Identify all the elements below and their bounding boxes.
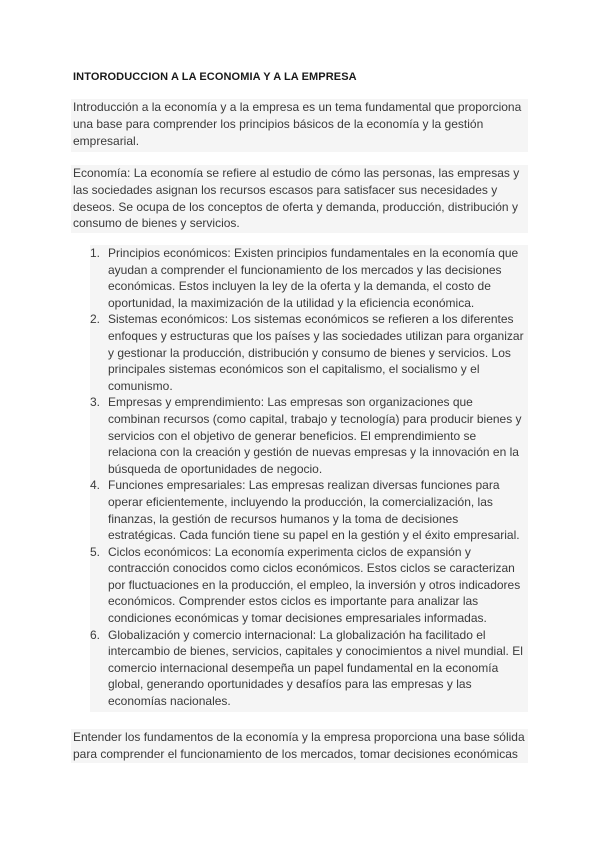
- list-item-text: Globalización y comercio internacional: La globalización ha facilitado el intercambio de bienes, servicios, capitales y conocimientos a nivel mundial. El comercio internacional desempeña un papel fundamental en la economía global, generando oportunidades y desafíos para las empresas y las economías nacionales.: [108, 627, 523, 709]
- list-item-text: Sistemas económicos: Los sistemas económicos se refieren a los diferentes enfoques y estructuras que los países y las sociedades utilizan para organizar y gestionar la producción, distribución y consumo de bienes y servicios. Los principales sistemas económicos son el capitalismo, el socialismo y el comunismo.: [108, 312, 524, 393]
- topics-list: [90, 245, 528, 712]
- list-item: [108, 394, 528, 477]
- document-title: INTORODUCCION A LA ECONOMIA Y A LA EMPRESA: [73, 71, 357, 83]
- intro-paragraph: Introducción a la economía y a la empresa es un tema fundamental que proporciona una base para comprender los principios básicos de la economía y la gestión empresarial.: [71, 99, 528, 152]
- page-bottom-margin: [0, 767, 600, 848]
- list-item: [108, 311, 528, 394]
- economia-paragraph: Economía: La economía se refiere al estudio de cómo las personas, las empresas y las sociedades asignan los recursos escasos para satisfacer sus necesidades y deseos. Se ocupa de los conceptos de oferta y demanda, producción, distribución y consumo de bienes y servicios.: [71, 165, 528, 233]
- list-item-text: Principios económicos: Existen principios fundamentales en la economía que ayudan a comprender el funcionamiento de los mercados y las decisiones económicas. Estos incluyen la ley de la oferta y la demanda, el costo de oportunidad, la maximización de la utilidad y la eficiencia económica.: [108, 246, 519, 310]
- list-item-text: Funciones empresariales: Las empresas realizan diversas funciones para operar eficientemente, incluyendo la producción, la comercialización, las finanzas, la gestión de recursos humanos y la toma de decisiones estratégicas. Cada función tiene su papel en la gestión y el éxito empresarial.: [108, 478, 520, 543]
- closing-paragraph: Entender los fundamentos de la economía y la empresa proporciona una base sólida para comprender el funcionamiento de los mercados, tomar decisiones económicas: [71, 729, 528, 763]
- list-item-text: Ciclos económicos: La economía experimenta ciclos de expansión y contracción conocidos como ciclos económicos. Estos ciclos se caracterizan por fluctuaciones en la producción, el empleo, la inversión y otros indicadores económicos. Comprender estos ciclos es importante para analizar las condiciones económicas y tomar decisiones empresariales informadas.: [108, 544, 521, 626]
- list-item: [108, 544, 528, 627]
- list-item-text: Empresas y emprendimiento: Las empresas son organizaciones que combinan recursos (como capital, trabajo y tecnología) para producir bienes y servicios con el objetivo de generar beneficios. El emprendimiento se relaciona con la creación y gestión de nuevas empresas y la innovación en la búsqueda de oportunidades de negocio.: [108, 395, 522, 476]
- list-item: [108, 477, 528, 543]
- list-item: [108, 627, 528, 710]
- list-item: [108, 245, 528, 311]
